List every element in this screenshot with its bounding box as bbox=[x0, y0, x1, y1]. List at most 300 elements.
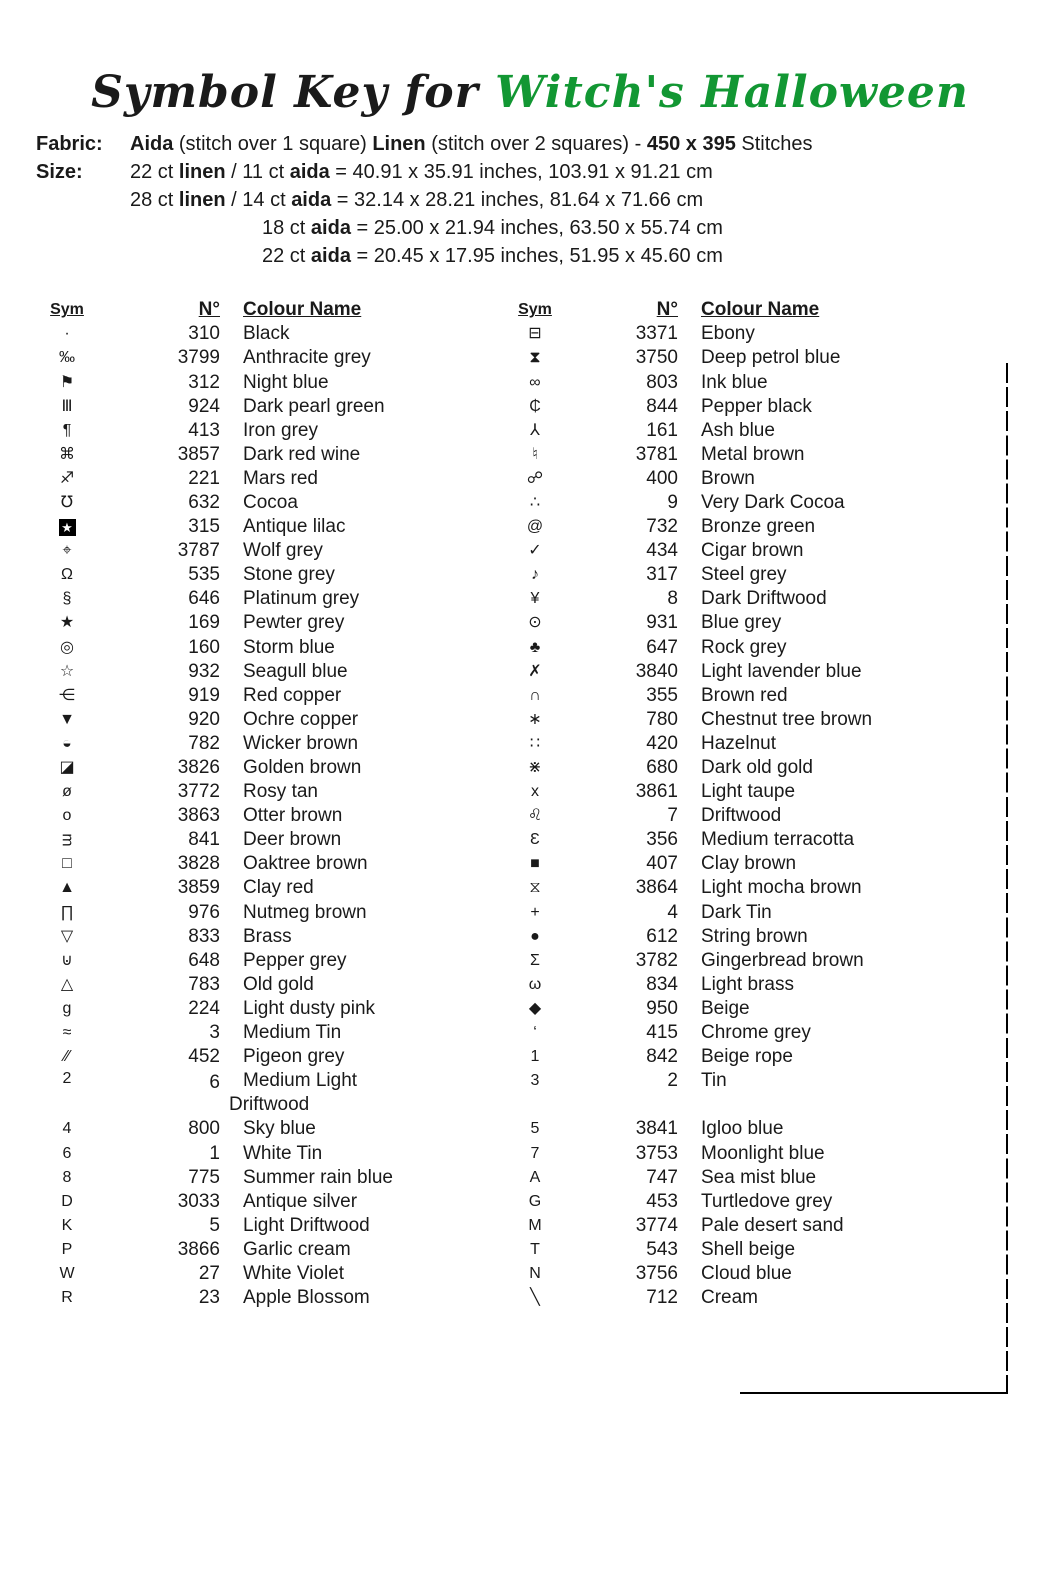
colour-name: Clay brown bbox=[701, 853, 797, 875]
colour-name: Medium Light Driftwood bbox=[229, 1070, 358, 1116]
floss-number: 3861 bbox=[635, 781, 678, 803]
stitch-symbol: ∗ bbox=[528, 710, 542, 728]
key-table-left bbox=[0, 298, 472, 1310]
colour-name: Apple Blossom bbox=[243, 1287, 370, 1309]
stitch-symbol: ▼ bbox=[59, 710, 75, 728]
stitch-symbol: ☆ bbox=[59, 662, 75, 680]
stitch-symbol: g bbox=[62, 999, 72, 1017]
floss-number: 3799 bbox=[177, 347, 220, 369]
colour-name: Cream bbox=[701, 1287, 759, 1309]
key-rows-right bbox=[472, 322, 942, 1310]
floss-number: 842 bbox=[646, 1046, 678, 1068]
floss-number: 8 bbox=[667, 588, 678, 610]
floss-number: 160 bbox=[188, 636, 220, 658]
colour-name: Anthracite grey bbox=[243, 347, 371, 369]
floss-number: 355 bbox=[646, 684, 678, 706]
floss-number: 780 bbox=[646, 708, 678, 730]
size-line bbox=[130, 214, 723, 242]
size-text-segment: linen bbox=[178, 189, 226, 212]
header-number: N° bbox=[198, 299, 220, 321]
stitch-symbol: ⌘ bbox=[59, 445, 75, 463]
key-row bbox=[472, 467, 942, 491]
fabric-text-segment: Stitches bbox=[735, 133, 813, 156]
colour-name: Gingerbread brown bbox=[701, 949, 864, 971]
stitch-symbol: 5 bbox=[530, 1120, 540, 1138]
floss-number: 3841 bbox=[635, 1118, 678, 1140]
stitch-symbol: K bbox=[61, 1216, 73, 1234]
key-row bbox=[0, 901, 472, 925]
colour-name: Sea mist blue bbox=[701, 1166, 817, 1188]
stitch-symbol: ₵ bbox=[529, 397, 541, 415]
symbol-key-tables bbox=[0, 298, 1060, 1310]
colour-name: Rosy tan bbox=[243, 781, 318, 803]
key-row bbox=[0, 563, 472, 587]
stitch-symbol: ‰ bbox=[59, 349, 75, 367]
floss-number: 833 bbox=[188, 925, 220, 947]
colour-name: Stone grey bbox=[243, 564, 335, 586]
stitch-symbol: ⋲ bbox=[59, 686, 75, 704]
stitch-symbol: ⚑ bbox=[59, 373, 75, 391]
floss-number: 3750 bbox=[635, 347, 678, 369]
stitch-symbol: ∷ bbox=[529, 734, 541, 752]
colour-name: Metal brown bbox=[701, 443, 805, 465]
stitch-symbol: ⌖ bbox=[62, 542, 72, 560]
colour-name: Medium terracotta bbox=[701, 829, 855, 851]
colour-name: Ash blue bbox=[701, 419, 775, 441]
key-row bbox=[0, 1262, 472, 1286]
stitch-symbol: ∴ bbox=[529, 493, 541, 511]
stitch-symbol: @ bbox=[526, 518, 544, 536]
key-row bbox=[0, 925, 472, 949]
key-row bbox=[472, 1117, 942, 1141]
key-row bbox=[472, 732, 942, 756]
floss-number: 9 bbox=[667, 491, 678, 513]
floss-number: 27 bbox=[198, 1262, 220, 1284]
key-row bbox=[0, 346, 472, 370]
key-row bbox=[0, 1117, 472, 1141]
key-row bbox=[472, 587, 942, 611]
key-row bbox=[472, 949, 942, 973]
stitch-symbol: 1 bbox=[530, 1048, 540, 1066]
floss-number: 4 bbox=[667, 901, 678, 923]
stitch-symbol: 7 bbox=[530, 1144, 540, 1162]
floss-number: 221 bbox=[188, 467, 220, 489]
colour-name: Oaktree brown bbox=[243, 853, 368, 875]
key-row bbox=[472, 901, 942, 925]
floss-number: 924 bbox=[188, 395, 220, 417]
stitch-symbol: ♐ bbox=[59, 469, 75, 487]
stitch-symbol: □ bbox=[62, 855, 72, 873]
stitch-symbol: 8 bbox=[62, 1168, 72, 1186]
stitch-symbol: D bbox=[61, 1192, 73, 1210]
key-row bbox=[472, 1141, 942, 1165]
stitch-symbol: ⅄ bbox=[530, 421, 540, 439]
floss-number: 224 bbox=[188, 997, 220, 1019]
colour-name: Chrome grey bbox=[701, 1022, 811, 1044]
floss-number: 3857 bbox=[177, 443, 220, 465]
key-row bbox=[0, 611, 472, 635]
stitch-symbol: ⊟ bbox=[528, 325, 542, 343]
key-row bbox=[0, 852, 472, 876]
stitch-symbol: ♮ bbox=[532, 445, 538, 463]
stitch-symbol: ℧ bbox=[60, 493, 74, 511]
key-row bbox=[472, 708, 942, 732]
page-title-black: Symbol Key for bbox=[91, 67, 496, 118]
floss-number: 646 bbox=[188, 588, 220, 610]
floss-number: 732 bbox=[646, 516, 678, 538]
floss-number: 543 bbox=[646, 1238, 678, 1260]
colour-name: Light Driftwood bbox=[243, 1214, 370, 1236]
size-text-segment: linen bbox=[178, 161, 226, 184]
stitch-symbol: ♌ bbox=[527, 807, 543, 825]
key-row bbox=[0, 539, 472, 563]
page-title-green: Witch's Halloween bbox=[495, 67, 969, 118]
key-row bbox=[472, 346, 942, 370]
key-row bbox=[472, 828, 942, 852]
key-row bbox=[0, 419, 472, 443]
stitch-symbol: T bbox=[530, 1240, 540, 1258]
stitch-symbol: · bbox=[64, 325, 70, 343]
colour-name: Antique lilac bbox=[243, 516, 346, 538]
key-row bbox=[0, 395, 472, 419]
floss-number: 920 bbox=[188, 708, 220, 730]
key-row bbox=[472, 804, 942, 828]
stitch-symbol: ∕∕ bbox=[64, 1048, 70, 1066]
floss-number: 632 bbox=[188, 491, 220, 513]
stitch-symbol: ᴟ bbox=[62, 831, 72, 849]
fabric-text-segment: 450 x 395 bbox=[646, 133, 736, 156]
key-row bbox=[472, 684, 942, 708]
colour-name: Pale desert sand bbox=[701, 1214, 844, 1236]
floss-number: 3756 bbox=[635, 1262, 678, 1284]
key-row bbox=[472, 419, 942, 443]
inverse-star-icon: ★ bbox=[59, 519, 76, 536]
stitch-symbol: △ bbox=[60, 975, 74, 993]
stitch-symbol: N bbox=[529, 1264, 541, 1282]
stitch-symbol: ∞ bbox=[529, 373, 541, 391]
floss-number: 775 bbox=[188, 1166, 220, 1188]
stitch-symbol: ∏ bbox=[60, 903, 74, 921]
colour-name: Igloo blue bbox=[701, 1118, 784, 1140]
size-text-segment: 22 ct bbox=[262, 245, 311, 268]
floss-number: 976 bbox=[188, 901, 220, 923]
key-row bbox=[0, 491, 472, 515]
stitch-symbol: ▽ bbox=[60, 927, 74, 945]
key-row bbox=[0, 1141, 472, 1165]
floss-number: 919 bbox=[188, 684, 220, 706]
fabric-text-segment: Aida bbox=[130, 133, 174, 156]
key-row bbox=[472, 876, 942, 900]
floss-number: 3828 bbox=[177, 853, 220, 875]
stitch-symbol: P bbox=[61, 1240, 73, 1258]
size-text-segment: = 32.14 x 28.21 inches, 81.64 x 71.66 cm bbox=[331, 189, 704, 212]
stitch-symbol: 4 bbox=[62, 1120, 72, 1138]
floss-number: 680 bbox=[646, 757, 678, 779]
colour-name: Pigeon grey bbox=[243, 1046, 345, 1068]
stitch-symbol: ▲ bbox=[59, 879, 75, 897]
colour-name: Hazelnut bbox=[701, 732, 776, 754]
stitch-symbol: § bbox=[62, 590, 72, 608]
key-row bbox=[472, 660, 942, 684]
floss-number: 7 bbox=[667, 805, 678, 827]
colour-name: Seagull blue bbox=[243, 660, 348, 682]
stitch-symbol: W bbox=[59, 1264, 75, 1282]
colour-name: Light mocha brown bbox=[701, 877, 862, 899]
stitch-symbol: ♪ bbox=[531, 566, 539, 584]
key-row bbox=[0, 997, 472, 1021]
header-sym: Sym bbox=[518, 301, 552, 319]
key-row-spacer bbox=[472, 1093, 942, 1117]
floss-number: 315 bbox=[188, 516, 220, 538]
key-row bbox=[0, 467, 472, 491]
colour-name: Very Dark Cocoa bbox=[701, 491, 845, 513]
floss-number: 747 bbox=[646, 1166, 678, 1188]
size-text-segment: aida bbox=[289, 161, 330, 184]
key-row bbox=[472, 491, 942, 515]
colour-name: Moonlight blue bbox=[701, 1142, 825, 1164]
size-text-segment: aida bbox=[310, 217, 351, 240]
key-row bbox=[0, 756, 472, 780]
stitch-symbol: ‘ bbox=[533, 1024, 537, 1042]
colour-name: Driftwood bbox=[701, 805, 782, 827]
key-row bbox=[472, 370, 942, 394]
colour-name: Wicker brown bbox=[243, 732, 359, 754]
stitch-symbol: + bbox=[530, 903, 540, 921]
key-row bbox=[472, 443, 942, 467]
floss-number: 3 bbox=[209, 1022, 220, 1044]
key-row bbox=[0, 660, 472, 684]
colour-name: Nutmeg brown bbox=[243, 901, 367, 923]
floss-number: 2 bbox=[667, 1070, 678, 1092]
colour-name: Iron grey bbox=[243, 419, 318, 441]
colour-name: Chestnut tree brown bbox=[701, 708, 873, 730]
colour-name: Bronze green bbox=[701, 516, 816, 538]
header-number: N° bbox=[656, 299, 678, 321]
floss-number: 3840 bbox=[635, 660, 678, 682]
fabric-text-segment: Linen bbox=[372, 133, 426, 156]
colour-name: Black bbox=[243, 323, 290, 345]
stitch-symbol: ⋇ bbox=[528, 759, 542, 777]
colour-name: Ochre copper bbox=[243, 708, 359, 730]
stitch-symbol: ◒ bbox=[62, 734, 72, 752]
key-row bbox=[472, 515, 942, 539]
colour-name: Turtledove grey bbox=[701, 1190, 833, 1212]
page-title bbox=[0, 67, 1060, 118]
size-text-segment: 22 ct bbox=[130, 161, 179, 184]
key-row bbox=[472, 852, 942, 876]
floss-number: 434 bbox=[646, 540, 678, 562]
stitch-symbol: ⊍ bbox=[61, 951, 73, 969]
colour-name: Platinum grey bbox=[243, 588, 360, 610]
floss-number: 3787 bbox=[177, 540, 220, 562]
stitch-symbol: ø bbox=[62, 783, 72, 801]
floss-number: 452 bbox=[188, 1046, 220, 1068]
size-lines bbox=[130, 158, 723, 270]
floss-number: 783 bbox=[188, 973, 220, 995]
key-row bbox=[0, 804, 472, 828]
key-row bbox=[0, 780, 472, 804]
key-rows-left bbox=[0, 322, 472, 1310]
colour-name: Deer brown bbox=[243, 829, 342, 851]
floss-number: 950 bbox=[646, 997, 678, 1019]
key-row bbox=[0, 515, 472, 539]
header-sym: Sym bbox=[50, 301, 84, 319]
stitch-symbol: ∩ bbox=[529, 686, 541, 704]
colour-name: Pepper grey bbox=[243, 949, 347, 971]
floss-number: 420 bbox=[646, 732, 678, 754]
key-row bbox=[0, 636, 472, 660]
stitch-symbol: ¥ bbox=[530, 590, 540, 608]
key-row bbox=[0, 1190, 472, 1214]
fabric-row bbox=[36, 130, 1060, 158]
stitch-symbol: Ω bbox=[61, 566, 73, 584]
size-line bbox=[130, 242, 723, 270]
key-row bbox=[472, 395, 942, 419]
floss-number: 3863 bbox=[177, 805, 220, 827]
floss-number: 312 bbox=[188, 371, 220, 393]
key-row bbox=[0, 828, 472, 852]
floss-number: 841 bbox=[188, 829, 220, 851]
size-text-segment: = 40.91 x 35.91 inches, 103.91 x 91.21 cm bbox=[329, 161, 713, 184]
colour-name: Clay red bbox=[243, 877, 314, 899]
colour-name: Rock grey bbox=[701, 636, 787, 658]
stitch-symbol: 6 bbox=[62, 1144, 72, 1162]
floss-number: 6 bbox=[209, 1072, 220, 1094]
fabric-text-segment: (stitch over 1 square) bbox=[173, 133, 373, 156]
pattern-info bbox=[36, 130, 1060, 270]
floss-number: 5 bbox=[209, 1214, 220, 1236]
key-row bbox=[472, 1021, 942, 1045]
key-row bbox=[0, 973, 472, 997]
stitch-symbol: ✓ bbox=[528, 542, 542, 560]
floss-number: 535 bbox=[188, 564, 220, 586]
stitch-symbol: ⊙ bbox=[528, 614, 542, 632]
chart-page-bottom-border bbox=[740, 1392, 1008, 1394]
colour-name: Pepper black bbox=[701, 395, 812, 417]
floss-number: 169 bbox=[188, 612, 220, 634]
header-colour-name: Colour Name bbox=[243, 299, 362, 321]
size-text-segment: aida bbox=[291, 189, 332, 212]
colour-name: Cigar brown bbox=[701, 540, 804, 562]
key-row bbox=[472, 925, 942, 949]
colour-name: Garlic cream bbox=[243, 1238, 351, 1260]
floss-number: 834 bbox=[646, 973, 678, 995]
floss-number: 3772 bbox=[177, 781, 220, 803]
key-row bbox=[472, 539, 942, 563]
colour-name: Light taupe bbox=[701, 781, 796, 803]
key-row bbox=[472, 611, 942, 635]
colour-name: Mars red bbox=[243, 467, 318, 489]
colour-name: Steel grey bbox=[701, 564, 787, 586]
key-row bbox=[0, 1021, 472, 1045]
fabric-label: Fabric: bbox=[36, 133, 103, 156]
floss-number: 356 bbox=[646, 829, 678, 851]
floss-number: 800 bbox=[188, 1118, 220, 1140]
colour-name: Ebony bbox=[701, 323, 755, 345]
floss-number: 803 bbox=[646, 371, 678, 393]
floss-number: 310 bbox=[188, 323, 220, 345]
key-row bbox=[472, 756, 942, 780]
key-row bbox=[0, 876, 472, 900]
stitch-symbol: G bbox=[528, 1192, 542, 1210]
floss-number: 931 bbox=[646, 612, 678, 634]
key-row bbox=[0, 322, 472, 346]
key-row bbox=[0, 1166, 472, 1190]
colour-name: Antique silver bbox=[243, 1190, 358, 1212]
size-text-segment: aida bbox=[310, 245, 351, 268]
floss-number: 3781 bbox=[635, 443, 678, 465]
stitch-symbol: ★ bbox=[59, 614, 75, 632]
stitch-symbol: ■ bbox=[530, 855, 540, 873]
colour-name: Medium Tin bbox=[243, 1022, 342, 1044]
colour-name: Dark Driftwood bbox=[701, 588, 827, 610]
floss-number: 3753 bbox=[635, 1142, 678, 1164]
stitch-symbol: ✗ bbox=[528, 662, 542, 680]
colour-name: Night blue bbox=[243, 371, 329, 393]
key-row bbox=[472, 1214, 942, 1238]
colour-name: White Violet bbox=[243, 1262, 345, 1284]
key-row bbox=[0, 443, 472, 467]
key-row bbox=[0, 1214, 472, 1238]
key-row bbox=[0, 949, 472, 973]
stitch-symbol bbox=[32, 519, 102, 536]
key-table-header bbox=[472, 298, 942, 322]
key-row bbox=[472, 563, 942, 587]
stitch-symbol: 3 bbox=[530, 1072, 540, 1090]
stitch-symbol: ⧗ bbox=[529, 349, 541, 367]
colour-name: Beige bbox=[701, 997, 750, 1019]
key-row bbox=[0, 732, 472, 756]
colour-name: Storm blue bbox=[243, 636, 335, 658]
key-row bbox=[472, 780, 942, 804]
key-row bbox=[472, 322, 942, 346]
floss-number: 400 bbox=[646, 467, 678, 489]
stitch-symbol: M bbox=[528, 1216, 542, 1234]
colour-name: Golden brown bbox=[243, 757, 362, 779]
stitch-symbol: ¶ bbox=[62, 421, 72, 439]
floss-number: 453 bbox=[646, 1190, 678, 1212]
key-row bbox=[472, 1190, 942, 1214]
size-text-segment: / 11 ct bbox=[225, 161, 290, 184]
floss-number: 844 bbox=[646, 395, 678, 417]
colour-name: Brass bbox=[243, 925, 292, 947]
fabric-text-segment: (stitch over 2 squares) - bbox=[425, 133, 647, 156]
floss-number: 161 bbox=[646, 419, 678, 441]
floss-number: 3033 bbox=[177, 1190, 220, 1212]
size-line bbox=[130, 186, 723, 214]
key-row bbox=[472, 1045, 942, 1069]
stitch-symbol: Σ bbox=[530, 951, 540, 969]
colour-name: Dark old gold bbox=[701, 757, 813, 779]
floss-number: 413 bbox=[188, 419, 220, 441]
stitch-symbol: 2 bbox=[62, 1070, 72, 1088]
key-row bbox=[0, 708, 472, 732]
colour-name: Beige rope bbox=[701, 1046, 793, 1068]
key-row bbox=[472, 1069, 942, 1093]
floss-number: 3774 bbox=[635, 1214, 678, 1236]
floss-number: 648 bbox=[188, 949, 220, 971]
colour-name: Cocoa bbox=[243, 491, 298, 513]
colour-name: Ink blue bbox=[701, 371, 768, 393]
floss-number: 3859 bbox=[177, 877, 220, 899]
key-row bbox=[472, 636, 942, 660]
colour-name: White Tin bbox=[243, 1142, 323, 1164]
key-row bbox=[472, 997, 942, 1021]
colour-name: Cloud blue bbox=[701, 1262, 792, 1284]
stitch-symbol: Ⅲ bbox=[61, 397, 73, 415]
floss-number: 23 bbox=[198, 1287, 220, 1309]
floss-number: 1 bbox=[209, 1142, 220, 1164]
